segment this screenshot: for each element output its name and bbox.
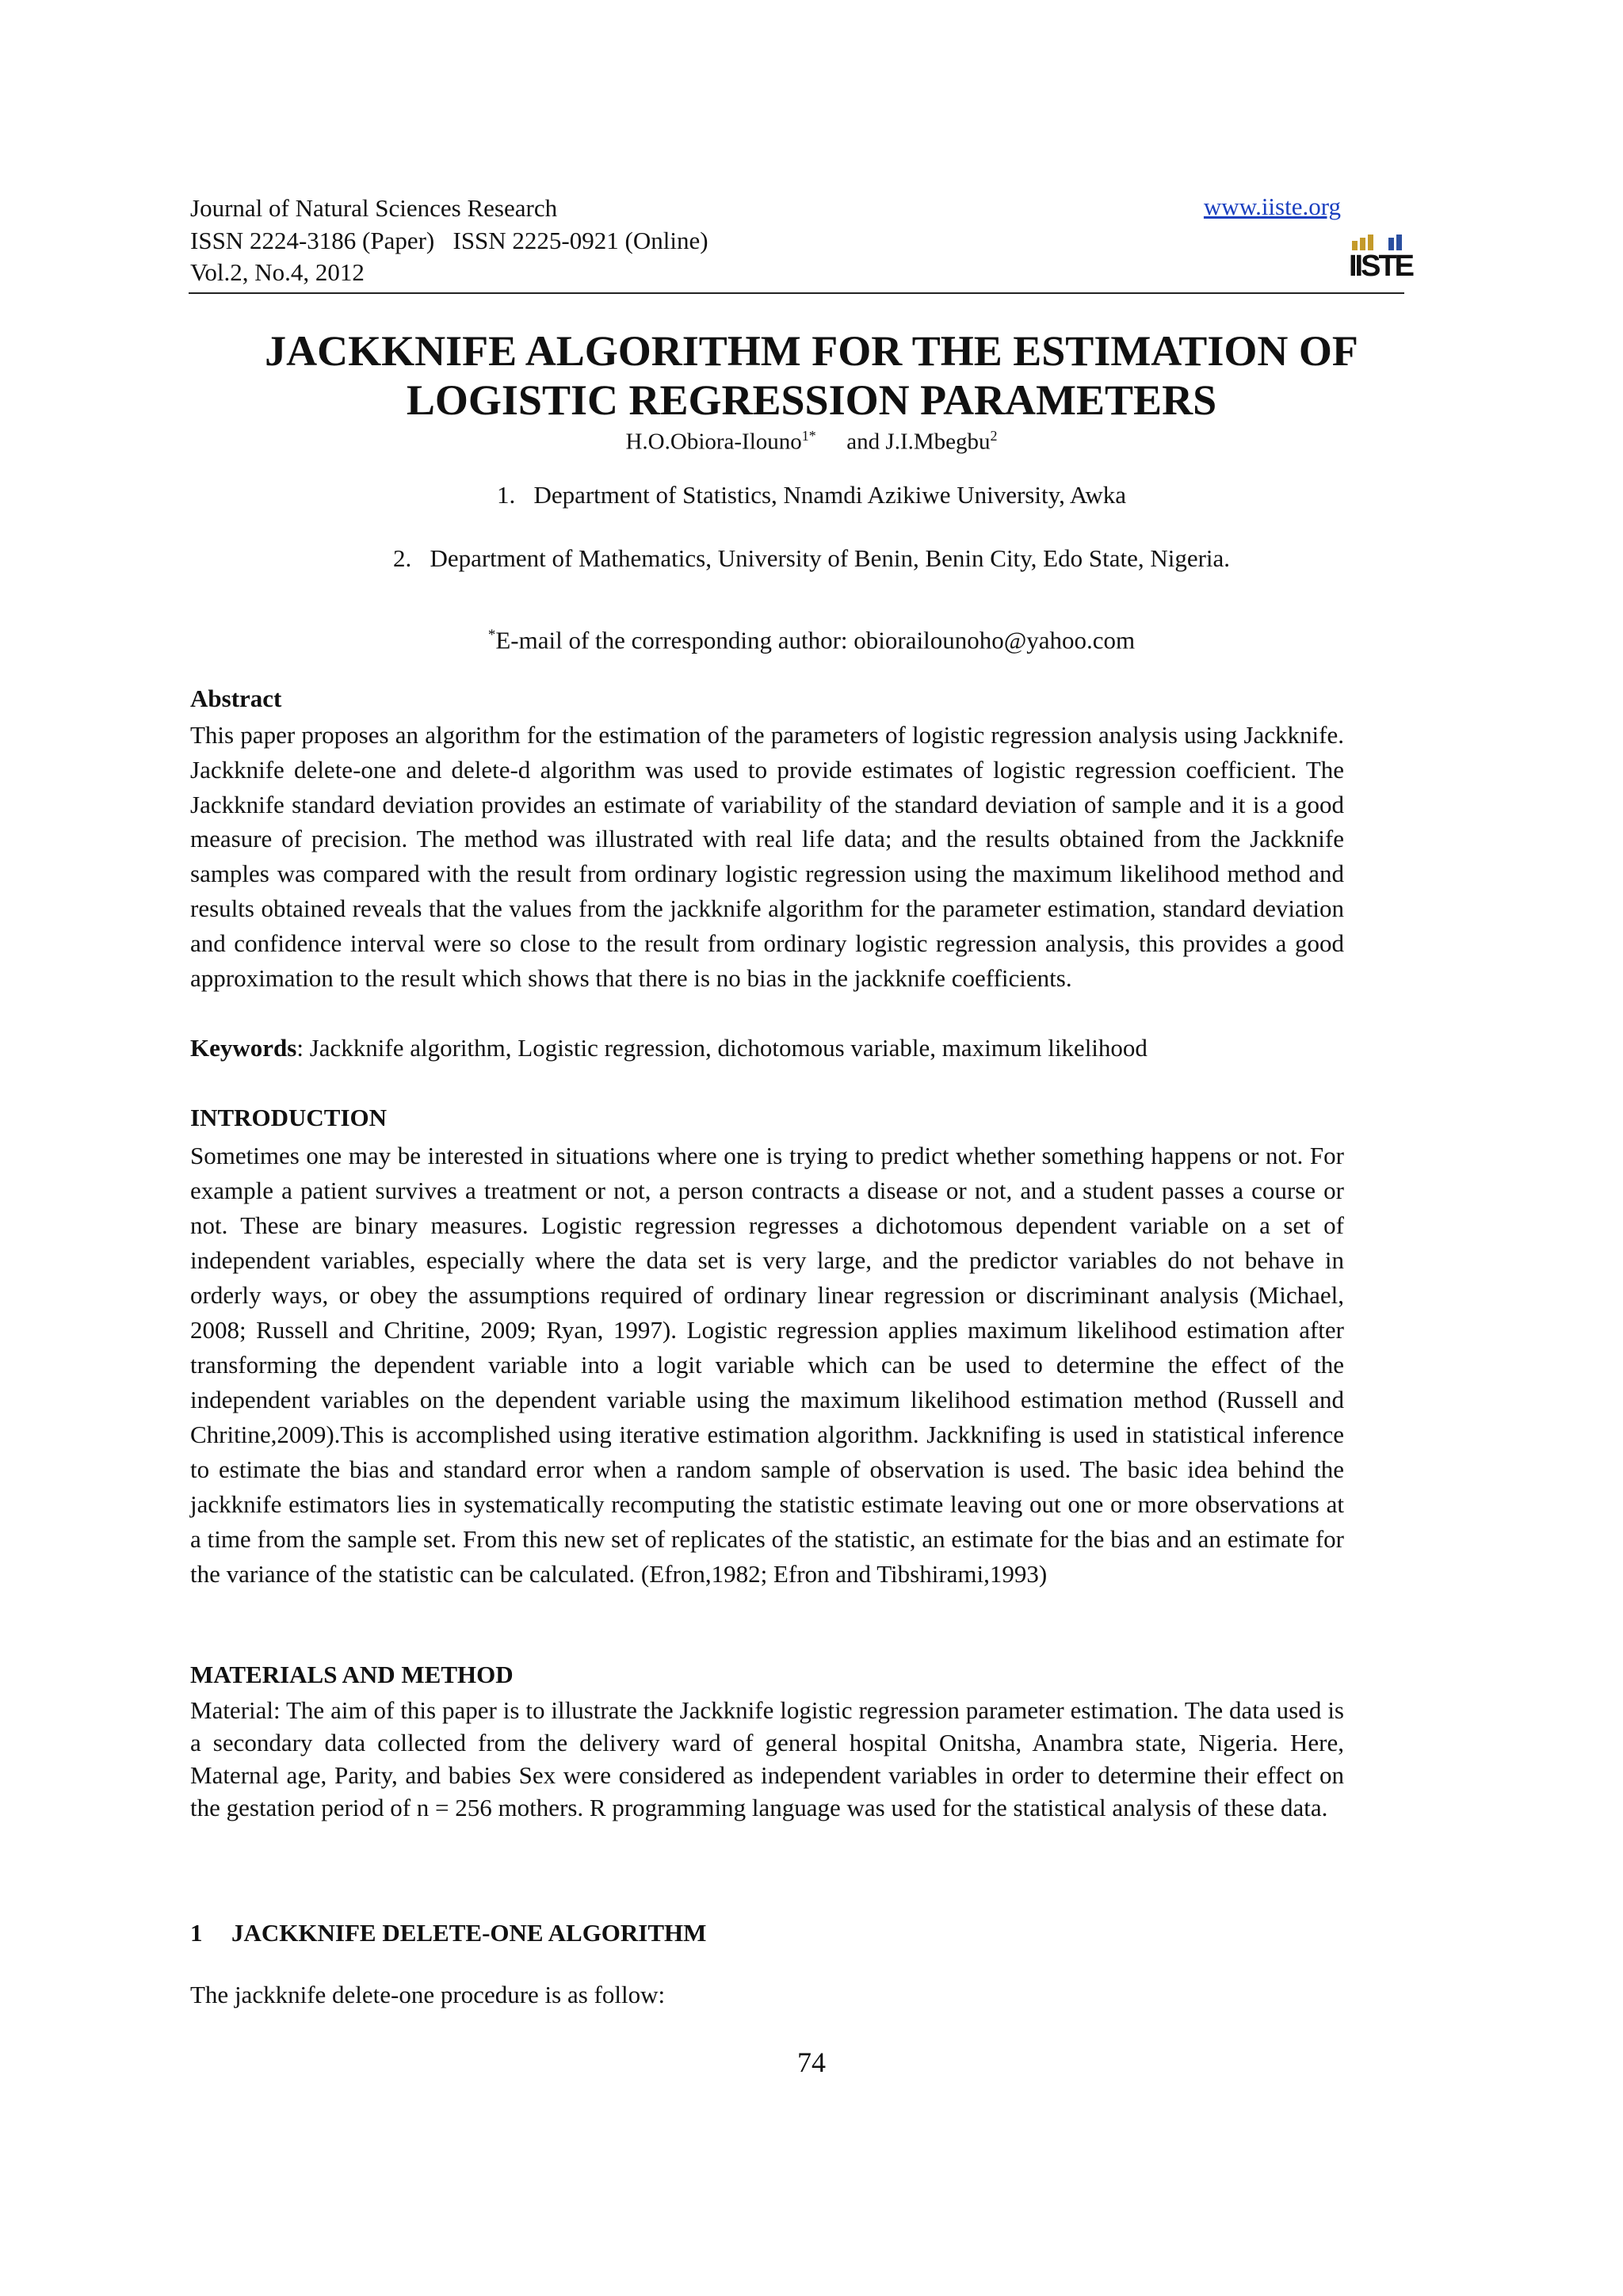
email-star: * <box>487 627 496 643</box>
authors <box>190 420 1433 458</box>
abstract-text: This paper proposes an algorithm for the estimation of the parameters of logistic regression analysis using Jackknife. Jackknife delete-one and delete-d algorithm was used to provide estimates of logistic regression coefficient. The Jackknife standard deviation provides an estimate of variability of the standard deviation of sample and it is a good measure of precision. The method was illustrated with real life data; and the results obtained from the Jackknife samples was compared with the result from ordinary logistic regression using the maximum likelihood method and results obtained reveals that the values from the jackknife algorithm for the parameter estimation, standard deviation and confidence interval were so close to the result from ordinary logistic regression analysis, this provides a good approximation to the result which shows that there is no bias in the jackknife coefficients. <box>190 721 1344 992</box>
author-1: H.O.Obiora-Ilouno <box>625 429 802 455</box>
author-1-mark: 1* <box>801 428 816 444</box>
section-1-heading <box>190 1917 706 1949</box>
email-text: E-mail of the corresponding author: obiorailounoho@yahoo.com <box>495 626 1136 654</box>
page-number: 74 <box>797 2046 826 2078</box>
author-2: and J.I.Mbegbu <box>846 429 991 455</box>
section-1-number: 1 <box>190 1919 203 1947</box>
keywords-label: Keywords <box>190 1034 297 1062</box>
introduction-text: Sometimes one may be interested in situations where one is trying to predict whether something happens or not. For example a patient survives a treatment or not, a person contracts a disease or not, and a student passes a course or not. These are binary measures. Logistic regression regresses a dichotomous dependent variable on a set of independent variables, especially where the data set is very large, and the predictor variables do not behave in orderly ways, or obey the assumptions required of ordinary linear regression or discriminant analysis (Michael, 2008; Russell and Chritine, 2009; Ryan, 1997). Logistic regression applies maximum likelihood estimation after transforming the dependent variable into a logit variable which can be used to determine the effect of the independent variables on the dependent variable using the maximum likelihood estimation method (Russell and Chritine,2009).This is accomplished using iterative estimation algorithm. Jackknifing is used in statistical inference to estimate the bias and standard error when a random sample of observation is used. The basic idea behind the jackknife estimators lies in systematically recomputing the statistic estimate leaving out one or more observations at a time from the sample set. From this new set of replicates of the statistic, an estimate for the bias and an estimate for the variance of the statistic can be calculated. (Efron,1982; Efron and Tibshirami,1993) <box>190 1142 1344 1588</box>
author-2-mark: 2 <box>990 428 998 444</box>
journal-volume: Vol.2, No.4, 2012 <box>190 258 365 286</box>
keywords <box>190 1032 1344 1064</box>
keywords-text: : Jackknife algorithm, Logistic regression, dichotomous variable, maximum likelihood <box>296 1034 1148 1062</box>
journal-url-link[interactable]: www.iiste.org <box>1203 193 1341 220</box>
section-1-text: The jackknife delete-one procedure is as follow: <box>190 1981 666 2008</box>
logo-bars-icon <box>1349 233 1403 250</box>
affiliation-2: 2. Department of Mathematics, University of Benin, Benin City, Edo State, Nigeria. <box>392 544 1231 572</box>
materials-text: Material: The aim of this paper is to illustrate the Jackknife logistic regression parameter estimation. The data used is a secondary data collected from the delivery ward of general hospital Onitsha, Anambra state, Nigeria. Here, Maternal age, Parity, and babies Sex were considered as independent variables in order to determine their effect on the gestation period of n = 256 mothers. R programming language was used for the statistical analysis of these data. <box>190 1696 1344 1821</box>
logo-text: IISTE <box>1349 250 1413 283</box>
header-divider <box>189 292 1404 294</box>
title-line-1: JACKKNIFE ALGORITHM FOR THE ESTIMATION OF <box>265 327 1358 375</box>
materials-heading: MATERIALS AND METHOD <box>190 1661 514 1688</box>
section-1-title: JACKKNIFE DELETE-ONE ALGORITHM <box>231 1919 707 1947</box>
journal-issn: ISSN 2224-3186 (Paper) ISSN 2225-0921 (Online) <box>190 227 708 254</box>
affiliation-1: 1. Department of Statistics, Nnamdi Azikiwe University, Awka <box>496 481 1127 509</box>
corresponding-email <box>190 620 1433 656</box>
iiste-logo <box>1349 233 1413 288</box>
title-line-2: LOGISTIC REGRESSION PARAMETERS <box>406 376 1217 424</box>
abstract-heading: Abstract <box>190 685 282 712</box>
introduction-heading: INTRODUCTION <box>190 1104 388 1131</box>
paper-title <box>190 326 1433 425</box>
journal-name: Journal of Natural Sciences Research <box>190 194 558 222</box>
